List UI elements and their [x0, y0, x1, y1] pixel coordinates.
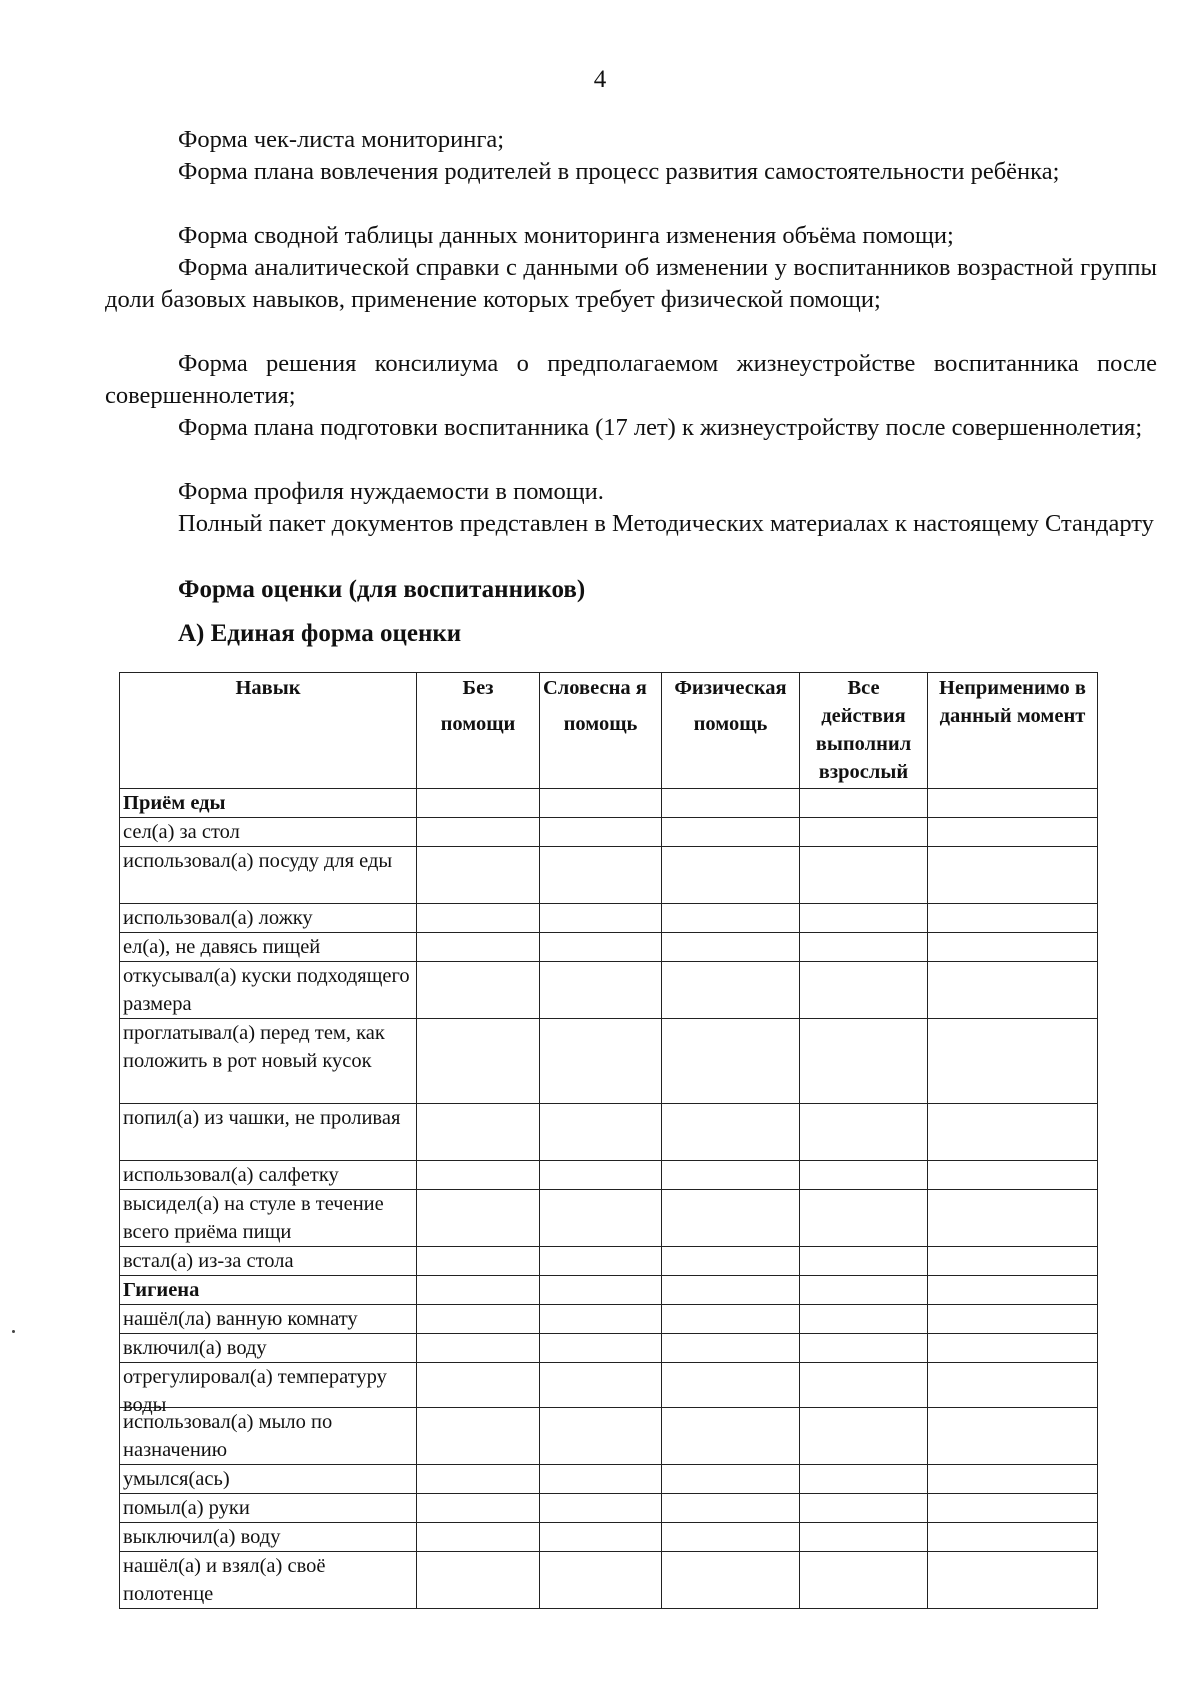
skill-cell: использовал(а) салфетку: [120, 1161, 417, 1190]
cell-na[interactable]: [928, 1019, 1098, 1104]
table-row: [120, 1019, 1098, 1104]
cell-no-help[interactable]: [417, 962, 540, 1019]
cell-adult[interactable]: [800, 1247, 928, 1276]
cell-adult[interactable]: [800, 1465, 928, 1494]
cell-verbal[interactable]: [540, 1552, 662, 1609]
cell-physical[interactable]: [662, 1408, 800, 1465]
skill-cell: ел(а), не давясь пищей: [120, 933, 417, 962]
cell-physical[interactable]: [662, 1305, 800, 1334]
header-no-help: Без помощи: [417, 673, 540, 789]
cell-verbal[interactable]: [540, 847, 662, 904]
table-row: [120, 904, 1098, 933]
cell-na[interactable]: [928, 1494, 1098, 1523]
table-row: [120, 789, 1098, 818]
table-row: [120, 1552, 1098, 1609]
cell-no-help[interactable]: [417, 1161, 540, 1190]
cell-adult[interactable]: [800, 1190, 928, 1247]
cell-adult[interactable]: [800, 1305, 928, 1334]
table-row: [120, 1161, 1098, 1190]
table-row: [120, 1408, 1098, 1465]
paragraph-full-package: Полный пакет документов представлен в Методических материалах к настоящему Стандарту: [178, 510, 1154, 537]
table-header-row: [120, 673, 1098, 789]
cell-verbal[interactable]: [540, 1190, 662, 1247]
table-row: [120, 1334, 1098, 1363]
cell-adult[interactable]: [800, 933, 928, 962]
cell-na[interactable]: [928, 818, 1098, 847]
table-row: [120, 933, 1098, 962]
cell-no-help[interactable]: [417, 1334, 540, 1363]
scan-speck: [12, 1330, 15, 1333]
table-row: [120, 962, 1098, 1019]
cell-no-help[interactable]: [417, 1019, 540, 1104]
cell-no-help[interactable]: [417, 1305, 540, 1334]
cell-adult[interactable]: [800, 904, 928, 933]
skill-cell: проглатывал(а) перед тем, как положить в рот новый кусок: [120, 1019, 417, 1104]
cell-no-help[interactable]: [417, 933, 540, 962]
section-title-eating: Приём еды: [120, 789, 417, 818]
form-subheading: А) Единая форма оценки: [178, 620, 462, 647]
table-row: [120, 847, 1098, 904]
cell-adult[interactable]: [800, 818, 928, 847]
form-heading: Форма оценки (для воспитанников): [178, 576, 586, 603]
table-row: [120, 1363, 1098, 1408]
skill-cell: использовал(а) ложку: [120, 904, 417, 933]
cell-physical[interactable]: [662, 904, 800, 933]
skill-cell: сел(а) за стол: [120, 818, 417, 847]
cell-na[interactable]: [928, 962, 1098, 1019]
table-row: [120, 1523, 1098, 1552]
cell-no-help[interactable]: [417, 1465, 540, 1494]
cell-physical[interactable]: [662, 962, 800, 1019]
cell-adult[interactable]: [800, 1104, 928, 1161]
cell-verbal[interactable]: [540, 1334, 662, 1363]
cell-physical[interactable]: [662, 1276, 800, 1305]
cell-na[interactable]: [928, 1363, 1098, 1408]
cell-adult[interactable]: [800, 1552, 928, 1609]
table-row: [120, 1247, 1098, 1276]
cell-physical[interactable]: [662, 818, 800, 847]
cell-no-help[interactable]: [417, 1552, 540, 1609]
cell-na[interactable]: [928, 1190, 1098, 1247]
skill-cell: откусывал(а) куски подходящего размера: [120, 962, 417, 1019]
cell-no-help[interactable]: [417, 789, 540, 818]
cell-physical[interactable]: [662, 1104, 800, 1161]
page-number: 4: [593, 66, 607, 93]
paragraph-parents-plan: Форма плана вовлечения родителей в процесс развития самостоятельности ребёнка;: [178, 158, 1060, 185]
cell-na[interactable]: [928, 933, 1098, 962]
cell-adult[interactable]: [800, 1408, 928, 1465]
cell-na[interactable]: [928, 1104, 1098, 1161]
skill-cell: включил(а) воду: [120, 1334, 417, 1363]
cell-adult[interactable]: [800, 847, 928, 904]
cell-no-help[interactable]: [417, 1276, 540, 1305]
cell-physical[interactable]: [662, 1247, 800, 1276]
skill-cell: умылся(ась): [120, 1465, 417, 1494]
cell-verbal[interactable]: [540, 818, 662, 847]
cell-adult[interactable]: [800, 1494, 928, 1523]
assessment-table: [119, 672, 1098, 1609]
table-row: [120, 1494, 1098, 1523]
cell-physical[interactable]: [662, 933, 800, 962]
cell-physical[interactable]: [662, 1019, 800, 1104]
paragraph-need-profile: Форма профиля нуждаемости в помощи.: [178, 478, 604, 505]
header-skill: Навык: [120, 673, 417, 789]
table-row: [120, 1465, 1098, 1494]
cell-verbal[interactable]: [540, 1494, 662, 1523]
cell-verbal[interactable]: [540, 1523, 662, 1552]
cell-no-help[interactable]: [417, 1408, 540, 1465]
section-title-hygiene: Гигиена: [120, 1276, 417, 1305]
cell-na[interactable]: [928, 1523, 1098, 1552]
skill-cell-text: отрегулировал(а) температуру воды: [123, 1366, 387, 1416]
cell-verbal[interactable]: [540, 1363, 662, 1408]
cell-verbal[interactable]: [540, 1019, 662, 1104]
cell-adult[interactable]: [800, 1276, 928, 1305]
cell-physical[interactable]: [662, 1523, 800, 1552]
cell-no-help[interactable]: [417, 847, 540, 904]
cell-no-help[interactable]: [417, 818, 540, 847]
cell-physical[interactable]: [662, 1334, 800, 1363]
cell-verbal[interactable]: [540, 962, 662, 1019]
skill-cell: нашёл(а) и взял(а) своё полотенце: [120, 1552, 417, 1609]
cell-no-help[interactable]: [417, 1190, 540, 1247]
cell-verbal[interactable]: [540, 933, 662, 962]
cell-physical[interactable]: [662, 1161, 800, 1190]
cell-verbal[interactable]: [540, 1305, 662, 1334]
cell-physical[interactable]: [662, 1552, 800, 1609]
table-row: [120, 1305, 1098, 1334]
cell-na[interactable]: [928, 1276, 1098, 1305]
cell-verbal[interactable]: [540, 789, 662, 818]
cell-no-help[interactable]: [417, 1104, 540, 1161]
paragraph-analytic-note: Форма аналитической справки с данными об изменении у воспитанников возрастной группы доли базовых навыков, применение которых требует физической помощи;: [105, 254, 1157, 313]
cell-na[interactable]: [928, 847, 1098, 904]
cell-na[interactable]: [928, 1552, 1098, 1609]
cell-verbal[interactable]: [540, 1465, 662, 1494]
skill-cell: выключил(а) воду: [120, 1523, 417, 1552]
skill-cell: попил(а) из чашки, не проливая: [120, 1104, 417, 1161]
cell-physical[interactable]: [662, 1465, 800, 1494]
cell-adult[interactable]: [800, 1334, 928, 1363]
skill-cell: использовал(а) мыло по назначению: [120, 1408, 417, 1465]
skill-cell: высидел(а) на стуле в течение всего приёма пищи: [120, 1190, 417, 1247]
cell-na[interactable]: [928, 1161, 1098, 1190]
cell-physical[interactable]: [662, 789, 800, 818]
cell-na[interactable]: [928, 789, 1098, 818]
table-row: [120, 818, 1098, 847]
header-adult-did-all: Все действия выполнил взрослый: [800, 673, 928, 789]
header-not-applicable: Неприменимо в данный момент: [928, 673, 1098, 789]
header-verbal-help: Словесна я помощь: [540, 673, 662, 789]
cell-na[interactable]: [928, 1334, 1098, 1363]
skill-cell: [120, 1363, 417, 1416]
cell-na[interactable]: [928, 1305, 1098, 1334]
cell-no-help[interactable]: [417, 1523, 540, 1552]
cell-no-help[interactable]: [417, 904, 540, 933]
paragraph-preparation-plan: Форма плана подготовки воспитанника (17 лет) к жизнеустройству после совершеннолетия;: [178, 414, 1143, 441]
paragraph-summary-table: Форма сводной таблицы данных мониторинга изменения объёма помощи;: [178, 222, 954, 249]
table-row: [120, 1104, 1098, 1161]
cell-no-help[interactable]: [417, 1494, 540, 1523]
cell-verbal[interactable]: [540, 1247, 662, 1276]
cell-no-help[interactable]: [417, 1247, 540, 1276]
skill-cell: нашёл(ла) ванную комнату: [120, 1305, 417, 1334]
table-row: [120, 1276, 1098, 1305]
cell-adult[interactable]: [800, 962, 928, 1019]
cell-physical[interactable]: [662, 1190, 800, 1247]
cell-na[interactable]: [928, 1408, 1098, 1465]
skill-cell: помыл(а) руки: [120, 1494, 417, 1523]
cell-na[interactable]: [928, 904, 1098, 933]
header-physical-help: Физическая помощь: [662, 673, 800, 789]
cell-na[interactable]: [928, 1247, 1098, 1276]
cell-adult[interactable]: [800, 1019, 928, 1104]
cell-adult[interactable]: [800, 1363, 928, 1408]
cell-verbal[interactable]: [540, 1104, 662, 1161]
cell-na[interactable]: [928, 1465, 1098, 1494]
skill-cell: встал(а) из-за стола: [120, 1247, 417, 1276]
skill-cell: использовал(а) посуду для еды: [120, 847, 417, 904]
cell-verbal[interactable]: [540, 904, 662, 933]
table-row: [120, 1190, 1098, 1247]
cell-verbal[interactable]: [540, 1408, 662, 1465]
cell-adult[interactable]: [800, 1161, 928, 1190]
cell-verbal[interactable]: [540, 1161, 662, 1190]
paragraph-council-decision: Форма решения консилиума о предполагаемом жизнеустройстве воспитанника после совершеннолетия;: [105, 350, 1157, 409]
cell-verbal[interactable]: [540, 1276, 662, 1305]
paragraph-checklist: Форма чек-листа мониторинга;: [178, 126, 505, 153]
cell-adult[interactable]: [800, 789, 928, 818]
cell-physical[interactable]: [662, 1363, 800, 1408]
cell-no-help[interactable]: [417, 1363, 540, 1408]
cell-physical[interactable]: [662, 847, 800, 904]
cell-physical[interactable]: [662, 1494, 800, 1523]
cell-adult[interactable]: [800, 1523, 928, 1552]
